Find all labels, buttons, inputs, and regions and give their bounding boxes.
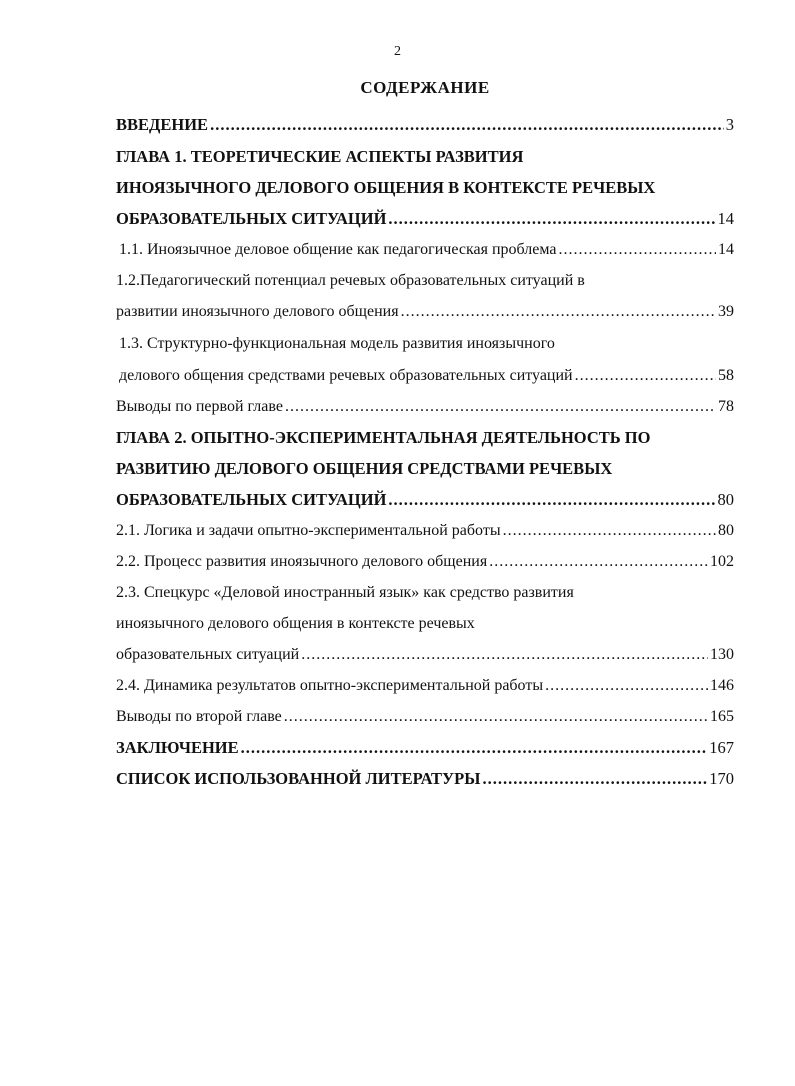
toc-leader-dots: [503, 520, 716, 542]
toc-entry-references[interactable]: [116, 768, 734, 790]
toc-page-number: 170: [709, 769, 734, 788]
toc-leader-dots: [388, 208, 715, 230]
toc-entry-label: делового общения средствами речевых образовательных ситуаций: [119, 367, 573, 384]
toc-page-number: 80: [718, 522, 734, 539]
toc-page-number: 78: [718, 398, 734, 415]
toc-page-number: 167: [709, 738, 734, 757]
toc-page-number: 146: [710, 677, 734, 694]
toc-leader-dots: [558, 239, 716, 261]
toc-leader-dots: [489, 551, 708, 573]
toc-entry-label: ОБРАЗОВАТЕЛЬНЫХ СИТУАЦИЙ: [116, 209, 387, 228]
toc-chapter1-line1[interactable]: ГЛАВА 1. ТЕОРЕТИЧЕСКИЕ АСПЕКТЫ РАЗВИТИЯ: [116, 147, 524, 166]
toc-page-number: 39: [718, 303, 734, 320]
toc-entry-conclusion[interactable]: [116, 737, 734, 759]
toc-entry-label: 2.1. Логика и задачи опытно-экспериментальной работы: [116, 522, 501, 539]
toc-leader-dots: [545, 675, 708, 697]
toc-leader-dots: [401, 301, 716, 323]
toc-leader-dots: [482, 768, 707, 790]
toc-leader-dots: [284, 706, 708, 728]
toc-entry-label: 1.1. Иноязычное деловое общение как педагогическая проблема: [119, 241, 557, 258]
toc-entry-label: СПИСОК ИСПОЛЬЗОВАННОЙ ЛИТЕРАТУРЫ: [116, 769, 481, 788]
toc-entry-conclusions-1[interactable]: [116, 396, 734, 418]
toc-page-number: 130: [710, 646, 734, 663]
toc-page-number: 165: [710, 708, 734, 725]
toc-chapter2-line1[interactable]: ГЛАВА 2. ОПЫТНО-ЭКСПЕРИМЕНТАЛЬНАЯ ДЕЯТЕЛЬНОСТЬ ПО: [116, 428, 651, 447]
toc-entry-label: Выводы по второй главе: [116, 708, 282, 725]
toc-entry-label: образовательных ситуаций: [116, 646, 300, 663]
toc-page-number: 80: [717, 490, 734, 509]
toc-leader-dots: [210, 114, 724, 136]
toc-entry-1-3-line1[interactable]: 1.3. Структурно-функциональная модель развития иноязычного: [119, 335, 555, 352]
toc-chapter1-line2[interactable]: ИНОЯЗЫЧНОГО ДЕЛОВОГО ОБЩЕНИЯ В КОНТЕКСТЕ РЕЧЕВЫХ: [116, 178, 656, 197]
toc-page-number: 3: [725, 115, 734, 134]
toc-entry-2-3-line2[interactable]: иноязычного делового общения в контексте речевых: [116, 615, 475, 632]
toc-page-number: 14: [717, 209, 734, 228]
page-title: СОДЕРЖАНИЕ: [360, 78, 490, 97]
toc-entry-chapter1[interactable]: [116, 208, 734, 230]
toc-page-number: 102: [710, 553, 734, 570]
toc-entry-intro[interactable]: [116, 114, 734, 136]
toc-entry-1-1[interactable]: [119, 239, 734, 261]
toc-entry-label: Выводы по первой главе: [116, 398, 283, 415]
toc-chapter2-line2[interactable]: РАЗВИТИЮ ДЕЛОВОГО ОБЩЕНИЯ СРЕДСТВАМИ РЕЧЕВЫХ: [116, 459, 613, 478]
toc-leader-dots: [241, 737, 708, 759]
toc-page-number: 14: [718, 241, 734, 258]
toc-entry-label: 2.4. Динамика результатов опытно-экспериментальной работы: [116, 677, 544, 694]
toc-leader-dots: [301, 644, 708, 666]
toc-page-number: 58: [718, 367, 734, 384]
toc-entry-chapter2[interactable]: [116, 489, 734, 511]
toc-entry-2-3-line1[interactable]: 2.3. Спецкурс «Деловой иностранный язык» как средство развития: [116, 584, 574, 601]
toc-entry-2-2[interactable]: [116, 551, 734, 573]
toc-entry-label: развитии иноязычного делового общения: [116, 303, 399, 320]
toc-entry-label: ЗАКЛЮЧЕНИЕ: [116, 738, 239, 757]
toc-entry-conclusions-2[interactable]: [116, 706, 734, 728]
toc-entry-2-4[interactable]: [116, 675, 734, 697]
toc-entry-2-3[interactable]: [116, 644, 734, 666]
toc-entry-1-2[interactable]: [116, 301, 734, 323]
toc-leader-dots: [575, 365, 716, 387]
toc-entry-2-1[interactable]: [116, 520, 734, 542]
toc-entry-label: ВВЕДЕНИЕ: [116, 115, 209, 134]
toc-entry-label: ОБРАЗОВАТЕЛЬНЫХ СИТУАЦИЙ: [116, 490, 387, 509]
page-number: 2: [394, 44, 401, 59]
toc-entry-1-2-line1[interactable]: 1.2.Педагогический потенциал речевых образовательных ситуаций в: [116, 272, 585, 289]
toc-leader-dots: [285, 396, 716, 418]
toc-entry-label: 2.2. Процесс развития иноязычного делового общения: [116, 553, 488, 570]
toc-entry-1-3[interactable]: [119, 365, 734, 387]
toc-leader-dots: [388, 489, 715, 511]
